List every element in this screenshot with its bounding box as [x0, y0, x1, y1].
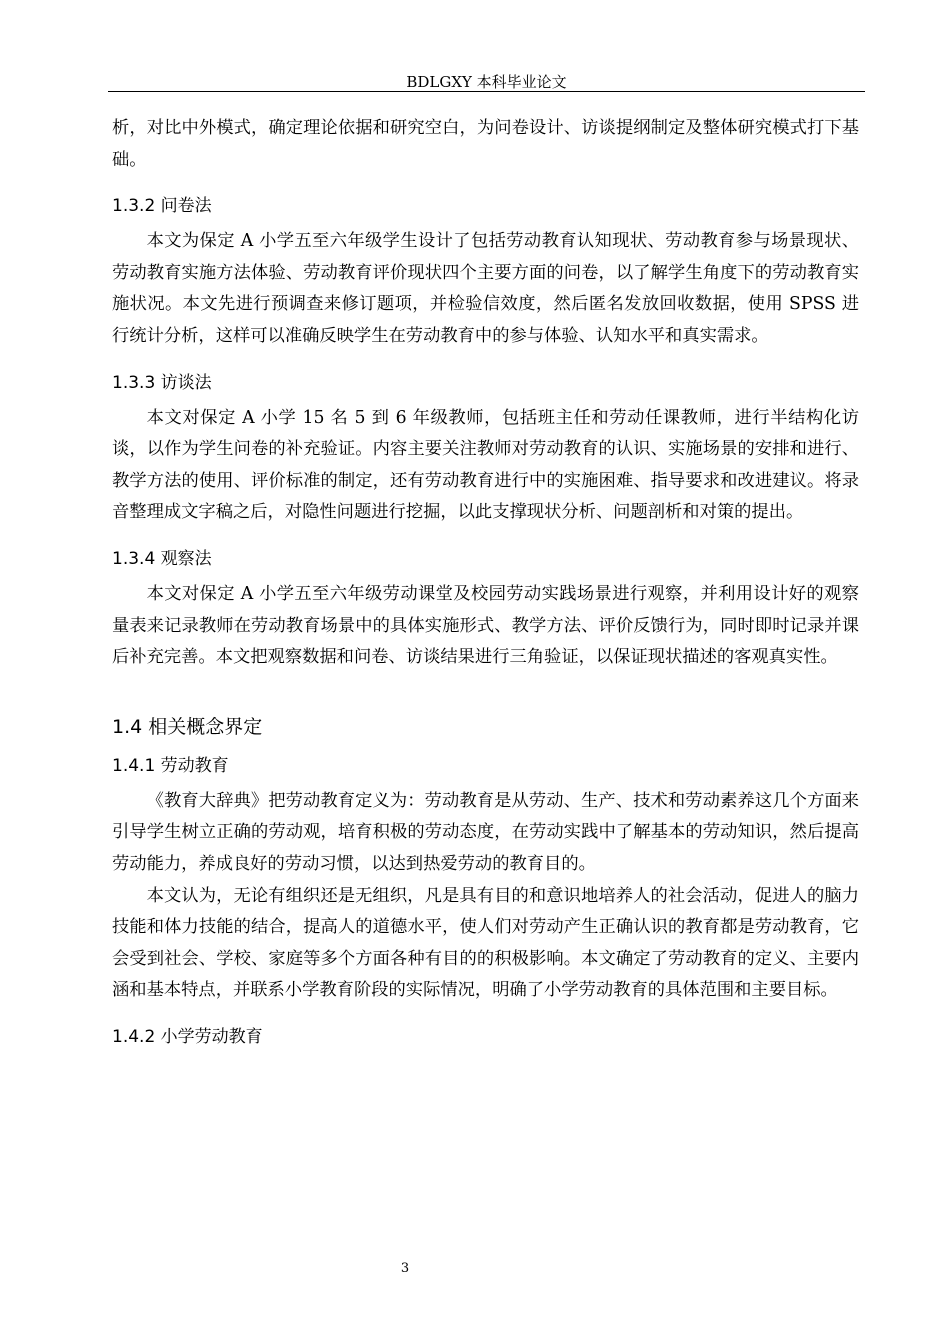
paragraph-interview: 本文对保定 A 小学 15 名 5 到 6 年级教师，包括班主任和劳动任课教师，进行半结构化访谈，以作为学生问卷的补充验证。内容主要关注教师对劳动教育的认识、实施场景的安排和进行、教学方法的使用、评价标准的制定，还有劳动教育进行中的实施困难、指导要求和改进建议。将录音整理成文字稿之后，对隐性问题进行挖掘，以此支撑现状分析、问题剖析和对策的提出。	[112, 407, 859, 523]
heading-1-4-2: 1.4.2 小学劳动教育	[112, 1026, 263, 1047]
header-rule	[108, 91, 865, 92]
paragraph-questionnaire: 本文为保定 A 小学五至六年级学生设计了包括劳动教育认知现状、劳动教育参与场景现状、劳动教育实施方法体验、劳动教育评价现状四个主要方面的问卷，以了解学生角度下的劳动教育实施状况。本文先进行预调查来修订题项，并检验信效度，然后匿名发放回收数据，使用 SPSS 进行统计分析，这样可以准确反映学生在劳动教育中的参与体验、认知水平和真实需求。	[112, 231, 859, 346]
heading-1-3-4: 1.3.4 观察法	[112, 548, 212, 569]
running-header: BDLGXY 本科毕业论文	[406, 73, 567, 91]
body-content	[112, 113, 859, 1057]
page-number: 3	[400, 1261, 410, 1276]
paragraph-labor-education-definition: 《教育大辞典》把劳动教育定义为：劳动教育是从劳动、生产、技术和劳动素养这几个方面来引导学生树立正确的劳动观，培育积极的劳动态度，在劳动实践中了解基本的劳动知识，然后提高劳动能力，养成良好的劳动习惯，以达到热爱劳动的教育目的。	[112, 790, 859, 874]
continued-paragraph: 析，对比中外模式，确定理论依据和研究空白，为问卷设计、访谈提纲制定及整体研究模式打下基础。	[112, 118, 859, 170]
heading-1-3-2: 1.3.2 问卷法	[112, 196, 212, 217]
paragraph-labor-education-view: 本文认为，无论有组织还是无组织，凡是具有目的和意识地培养人的社会活动，促进人的脑力技能和体力技能的结合，提高人的道德水平，使人们对劳动产生正确认识的教育都是劳动教育，它会受到社会、学校、家庭等多个方面各种有目的的积极影响。本文确定了劳动教育的定义、主要内涵和基本特点，并联系小学教育阶段的实际情况，明确了小学劳动教育的具体范围和主要目标。	[112, 885, 859, 1001]
paragraph-observation: 本文对保定 A 小学五至六年级劳动课堂及校园劳动实践场景进行观察，并利用设计好的观察量表来记录教师在劳动教育场景中的具体实施形式、教学方法、评价反馈行为，同时即时记录并课后补充完善。本文把观察数据和问卷、访谈结果进行三角验证，以保证现状描述的客观真实性。	[112, 583, 859, 668]
heading-1-4: 1.4 相关概念界定	[112, 715, 263, 738]
heading-1-4-1: 1.4.1 劳动教育	[112, 755, 229, 776]
heading-1-3-3: 1.3.3 访谈法	[112, 372, 212, 393]
